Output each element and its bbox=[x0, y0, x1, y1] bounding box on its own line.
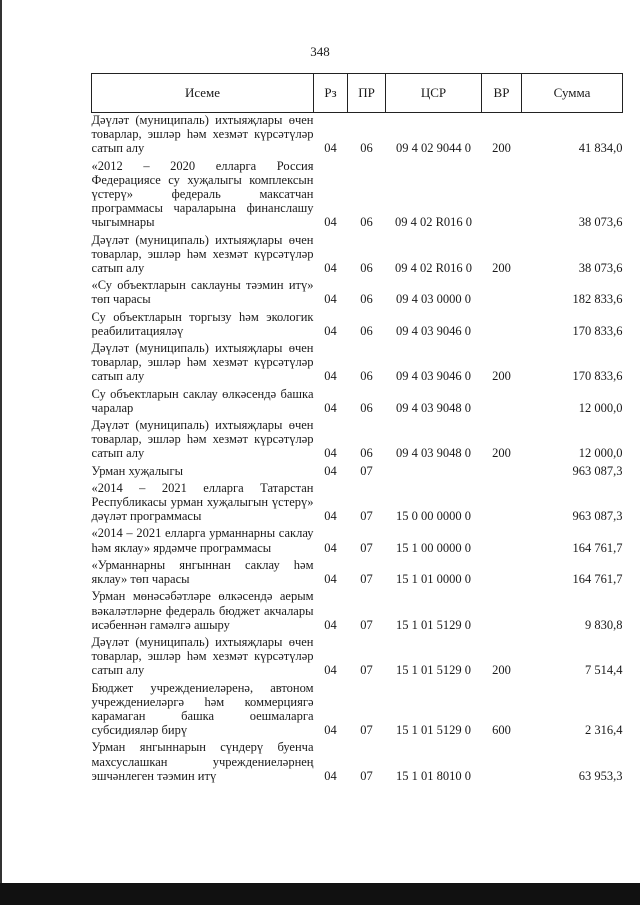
cell-vr: 200 bbox=[492, 369, 511, 384]
cell-name: Урман мөнәсәбәтләре өлкәсендә аерым вәкаләтләрне федераль бюджет акчалары исәбеннән гамәлгә ашыру bbox=[91, 589, 314, 632]
cell-vr bbox=[482, 159, 522, 233]
cell-rz: 04 bbox=[324, 215, 337, 230]
cell-name: Дәүләт (муниципаль) ихтыяҗлары өчен товарлар, эшләр һәм хезмәт күрсәтүләр сатып алу bbox=[91, 418, 314, 461]
cell-vr bbox=[482, 278, 522, 309]
cell-csr: 15 1 01 8010 0 bbox=[396, 768, 471, 783]
table-row bbox=[92, 278, 623, 309]
cell-sum: 963 087,3 bbox=[572, 463, 623, 478]
cell-pr: 06 bbox=[360, 446, 373, 461]
header-csr: ЦСР bbox=[386, 74, 482, 113]
scan-bottom-edge bbox=[0, 883, 640, 905]
cell-vr bbox=[482, 481, 522, 527]
cell-sum: 41 834,0 bbox=[578, 141, 623, 156]
cell-csr: 15 1 01 5129 0 bbox=[396, 663, 471, 678]
cell-name: Дәүләт (муниципаль) ихтыяҗлары өчен товарлар, эшләр һәм хезмәт күрсәтүләр сатып алу bbox=[91, 634, 314, 678]
cell-sum: 164 761,7 bbox=[572, 572, 623, 587]
cell-name: Бюджет учреждениеләренә, автоном учреждениеләргә һәм коммерциягә карамаган башка оешмаларга субсидияләр бирү bbox=[91, 680, 314, 738]
cell-csr: 15 1 01 5129 0 bbox=[396, 723, 471, 738]
cell-csr: 15 1 01 0000 0 bbox=[396, 572, 471, 587]
cell-rz: 04 bbox=[324, 141, 337, 156]
cell-rz: 04 bbox=[324, 663, 337, 678]
cell-vr bbox=[482, 526, 522, 557]
cell-vr: 600 bbox=[492, 723, 511, 738]
cell-csr: 09 4 03 9046 0 bbox=[396, 323, 471, 338]
cell-sum: 170 833,6 bbox=[572, 369, 623, 384]
table-row bbox=[92, 341, 623, 387]
cell-sum: 182 833,6 bbox=[572, 292, 623, 307]
cell-sum: 38 073,6 bbox=[578, 215, 623, 230]
cell-sum: 963 087,3 bbox=[572, 509, 623, 524]
cell-vr: 200 bbox=[492, 261, 511, 276]
cell-sum: 164 761,7 bbox=[572, 540, 623, 555]
cell-pr: 06 bbox=[360, 215, 373, 230]
cell-pr: 07 bbox=[360, 540, 373, 555]
cell-rz: 04 bbox=[324, 463, 337, 478]
cell-pr: 06 bbox=[360, 400, 373, 415]
header-rz: Рз bbox=[314, 74, 348, 113]
cell-vr bbox=[482, 558, 522, 589]
cell-name: Урман хуҗалыгы bbox=[91, 463, 183, 478]
cell-name: «2014 – 2021 елларга урманнарны саклау һәм яклау» ярдәмче программасы bbox=[91, 526, 314, 555]
cell-sum: 2 316,4 bbox=[585, 723, 623, 738]
table-row bbox=[92, 113, 623, 159]
table-row bbox=[92, 526, 623, 557]
cell-name: Дәүләт (муниципаль) ихтыяҗлары өчен товарлар, эшләр һәм хезмәт күрсәтүләр сатып алу bbox=[91, 113, 314, 156]
header-pr: ПР bbox=[348, 74, 386, 113]
cell-csr: 09 4 03 9048 0 bbox=[396, 446, 471, 461]
cell-pr: 07 bbox=[360, 723, 373, 738]
page-number: 348 bbox=[310, 44, 330, 59]
cell-rz: 04 bbox=[324, 446, 337, 461]
cell-pr: 06 bbox=[360, 141, 373, 156]
cell-pr: 07 bbox=[360, 509, 373, 524]
cell-pr: 06 bbox=[360, 369, 373, 384]
cell-csr: 15 0 00 0000 0 bbox=[396, 509, 471, 524]
cell-pr: 07 bbox=[360, 617, 373, 632]
cell-vr bbox=[482, 740, 522, 786]
cell-name: «Су объектларын саклауны тәэмин итү» төп чарасы bbox=[91, 278, 314, 307]
cell-name: Дәүләт (муниципаль) ихтыяҗлары өчен товарлар, эшләр һәм хезмәт күрсәтүләр сатып алу bbox=[91, 341, 314, 384]
cell-rz: 04 bbox=[324, 369, 337, 384]
cell-rz: 04 bbox=[324, 509, 337, 524]
table-row bbox=[92, 589, 623, 635]
table-row bbox=[92, 740, 623, 786]
table-row bbox=[92, 558, 623, 589]
cell-sum: 38 073,6 bbox=[578, 261, 623, 276]
cell-sum: 63 953,3 bbox=[578, 768, 623, 783]
header-sum: Сумма bbox=[522, 74, 623, 113]
cell-pr: 07 bbox=[360, 572, 373, 587]
cell-csr: 09 4 03 0000 0 bbox=[396, 292, 471, 307]
cell-csr: 09 4 02 9044 0 bbox=[396, 141, 471, 156]
cell-pr: 07 bbox=[360, 663, 373, 678]
table-body bbox=[92, 113, 623, 786]
cell-csr bbox=[386, 464, 482, 481]
cell-vr bbox=[482, 464, 522, 481]
table-row bbox=[92, 464, 623, 481]
cell-csr: 09 4 03 9046 0 bbox=[396, 369, 471, 384]
cell-vr bbox=[482, 310, 522, 341]
table-row bbox=[92, 387, 623, 418]
cell-name: «Урманнарны янгыннан саклау һәм яклау» төп чарасы bbox=[91, 557, 314, 587]
table-row bbox=[92, 481, 623, 527]
cell-csr: 09 4 02 R016 0 bbox=[394, 215, 473, 230]
cell-csr: 15 1 01 5129 0 bbox=[396, 617, 471, 632]
cell-rz: 04 bbox=[324, 400, 337, 415]
cell-vr bbox=[482, 589, 522, 635]
cell-rz: 04 bbox=[324, 323, 337, 338]
table-row bbox=[92, 681, 623, 741]
cell-rz: 04 bbox=[324, 540, 337, 555]
cell-sum: 12 000,0 bbox=[578, 446, 623, 461]
cell-rz: 04 bbox=[324, 768, 337, 783]
cell-pr: 06 bbox=[360, 261, 373, 276]
cell-rz: 04 bbox=[324, 723, 337, 738]
cell-name: Су объектларын торгызу һәм экологик реабилитацияләү bbox=[91, 309, 314, 338]
cell-sum: 170 833,6 bbox=[572, 323, 623, 338]
table-row bbox=[92, 310, 623, 341]
cell-csr: 09 4 02 R016 0 bbox=[394, 261, 473, 276]
cell-pr: 06 bbox=[360, 292, 373, 307]
cell-name: Дәүләт (муниципаль) ихтыяҗлары өчен товарлар, эшләр һәм хезмәт күрсәтүләр сатып алу bbox=[91, 232, 314, 276]
budget-table bbox=[91, 73, 623, 786]
cell-vr bbox=[482, 387, 522, 418]
cell-sum: 9 830,8 bbox=[585, 617, 623, 632]
cell-sum: 12 000,0 bbox=[578, 400, 623, 415]
cell-rz: 04 bbox=[324, 572, 337, 587]
table-row bbox=[92, 418, 623, 464]
header-name: Исеме bbox=[92, 74, 314, 113]
cell-pr: 07 bbox=[360, 768, 373, 783]
cell-csr: 15 1 00 0000 0 bbox=[396, 540, 471, 555]
cell-pr: 06 bbox=[360, 323, 373, 338]
cell-vr: 200 bbox=[492, 141, 511, 156]
scan-edge-shadow bbox=[0, 0, 2, 905]
cell-name: Урман янгыннарын сүндерү буенча махсуслашкан учреждениеләрнең эшчәнлеген тәэмин итү bbox=[91, 740, 314, 783]
cell-sum: 7 514,4 bbox=[585, 663, 623, 678]
cell-name: Су объектларын саклау өлкәсендә башка чаралар bbox=[91, 386, 314, 415]
cell-name: «2014 – 2021 елларга Татарстан Республикасы урман хуҗалыгын үстерү» дәүләт программасы bbox=[91, 480, 314, 524]
table-row bbox=[92, 635, 623, 681]
cell-vr: 200 bbox=[492, 446, 511, 461]
table-row bbox=[92, 159, 623, 233]
cell-vr: 200 bbox=[492, 663, 511, 678]
cell-rz: 04 bbox=[324, 617, 337, 632]
cell-rz: 04 bbox=[324, 292, 337, 307]
cell-name: «2012 – 2020 елларга Россия Федерациясе су хуҗалыгы комплексын үстерү» федераль максатчан программасы чараларына финанслашу чыгымнары bbox=[91, 158, 314, 230]
cell-csr: 09 4 03 9048 0 bbox=[396, 400, 471, 415]
table-row bbox=[92, 233, 623, 279]
cell-rz: 04 bbox=[324, 261, 337, 276]
cell-pr: 07 bbox=[360, 463, 373, 478]
header-vr: ВР bbox=[482, 74, 522, 113]
table-header-row bbox=[92, 74, 623, 113]
